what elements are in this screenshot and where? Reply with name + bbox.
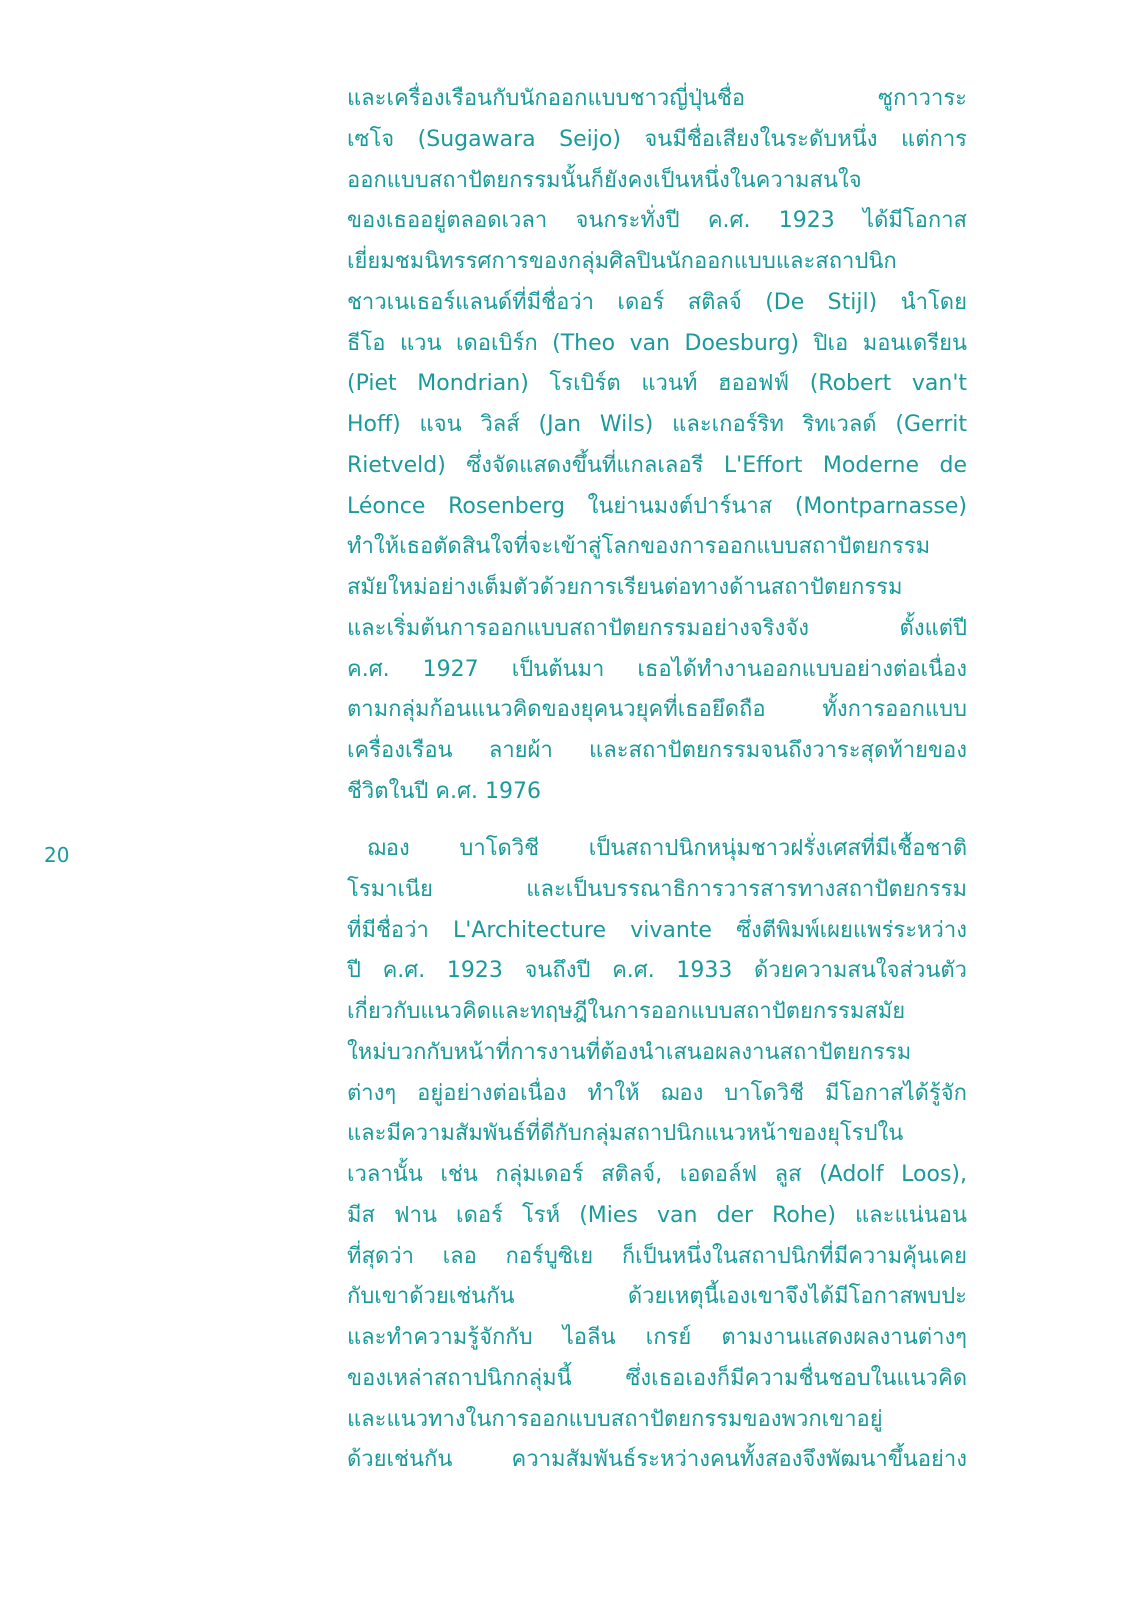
text-line: และทำความรู้จักกับ ไอลีน เกรย์ ตามงานแสดงผลงานต่างๆ: [347, 1325, 967, 1350]
text-line: และมีความสัมพันธ์ที่ดีกับกลุ่มสถาปนิกแนวหน้าของยุโรปใน: [347, 1121, 904, 1147]
page-number: 20: [44, 843, 70, 867]
text-line: ชีวิตในปี ค.ศ. 1976: [347, 778, 541, 804]
text-line: เวลานั้น เช่น กลุ่มเดอร์ สติลจ์, เอดอล์ฟ ลูส (Adolf Loos),: [347, 1162, 967, 1187]
text-line: Léonce Rosenberg ในย่านมงต์ปาร์นาส (Montparnasse): [347, 493, 967, 519]
text-line: เยี่ยมชมนิทรรศการของกลุ่มศิลปินนักออกแบบและสถาปนิก: [347, 249, 897, 274]
text-line: Rietveld) ซึ่งจัดแสดงขึ้นที่แกลเลอรี L'Effort Moderne de: [347, 452, 967, 478]
text-line: มีส ฟาน เดอร์ โรห์ (Mies van der Rohe) และแน่นอน: [347, 1202, 967, 1228]
text-line: ที่สุดว่า เลอ กอร์บูซิเย ก็เป็นหนึ่งในสถาปนิกที่มีความคุ้นเคย: [347, 1243, 967, 1269]
text-line: เกี่ยวกับแนวคิดและทฤษฎีในการออกแบบสถาปัตยกรรมสมัย: [347, 999, 906, 1024]
text-line: ค.ศ. 1927 เป็นต้นมา เธอได้ทำงานออกแบบอย่างต่อเนื่อง: [347, 656, 967, 682]
text-line: เซโจ (Sugawara Seijo) จนมีชื่อเสียงในระดับหนึ่ง แต่การ: [347, 126, 967, 152]
text-line: ออกแบบสถาปัตยกรรมนั้นก็ยังคงเป็นหนึ่งในความสนใจ: [347, 167, 862, 193]
text-line: ของเหล่าสถาปนิกกลุ่มนี้ ซึ่งเธอเองก็มีความชื่นชอบในแนวคิด: [347, 1365, 967, 1391]
text-line: Hoff) แจน วิลส์ (Jan Wils) และเกอร์ริท ริทเวลด์ (Gerrit: [347, 412, 967, 437]
paragraph-2: [347, 829, 967, 1481]
text-line: ที่มีชื่อว่า L'Architecture vivante ซึ่งตีพิมพ์เผยแพร่ระหว่าง: [347, 917, 967, 943]
text-line: ต่างๆ อยู่อย่างต่อเนื่อง ทำให้ ฌอง บาโดวิชี มีโอกาสได้รู้จัก: [347, 1080, 967, 1106]
text-line: ตามกลุ่มก้อนแนวคิดของยุคนวยุคที่เธอยึดถือ ทั้งการออกแบบ: [347, 697, 967, 723]
text-line: และเครื่องเรือนกับนักออกแบบชาวญี่ปุ่นชื่อ ซูกาวาระ: [347, 86, 967, 111]
text-line: ฌอง บาโดวิชี เป็นสถาปนิกหนุ่มชาวฝรั่งเศสที่มีเชื้อชาติ: [367, 836, 967, 861]
text-line: ใหม่บวกกับหน้าที่การงานที่ต้องนำเสนอผลงานสถาปัตยกรรม: [347, 1039, 912, 1065]
text-line: ของเธออยู่ตลอดเวลา จนกระทั่งปี ค.ศ. 1923 ได้มีโอกาส: [347, 208, 967, 234]
text-line: โรมาเนีย และเป็นบรรณาธิการวารสารทางสถาปัตยกรรม: [347, 876, 967, 902]
text-line: และแนวทางในการออกแบบสถาปัตยกรรมของพวกเขาอยู่: [347, 1406, 883, 1432]
text-line: สมัยใหม่อย่างเต็มตัวด้วยการเรียนต่อทางด้านสถาปัตยกรรม: [347, 575, 903, 600]
text-line: (Piet Mondrian) โรเบิร์ต แวนท์ ฮออฟฟ์ (Robert van't: [347, 371, 967, 397]
text-line: ด้วยเช่นกัน ความสัมพันธ์ระหว่างคนทั้งสองจึงพัฒนาขึ้นอย่าง: [347, 1447, 967, 1473]
text-line: และเริ่มต้นการออกแบบสถาปัตยกรรมอย่างจริงจัง ตั้งแต่ปี: [347, 615, 967, 641]
text-line: ปี ค.ศ. 1923 จนถึงปี ค.ศ. 1933 ด้วยความสนใจส่วนตัว: [347, 958, 967, 984]
paragraph-1: [347, 79, 967, 813]
text-line: เครื่องเรือน ลายผ้า และสถาปัตยกรรมจนถึงวาระสุดท้ายของ: [347, 738, 967, 763]
text-line: ทำให้เธอตัดสินใจที่จะเข้าสู่โลกของการออกแบบสถาปัตยกรรม: [347, 534, 931, 560]
text-line: ธีโอ แวน เดอเบิร์ก (Theo van Doesburg) ปิเอ มอนเดรียน: [347, 330, 967, 356]
text-line: ชาวเนเธอร์แลนด์ที่มีชื่อว่า เดอร์ สติลจ์ (De Stijl) นำโดย: [347, 289, 967, 315]
text-line: กับเขาด้วยเช่นกัน ด้วยเหตุนี้เองเขาจึงได้มีโอกาสพบปะ: [347, 1284, 967, 1310]
